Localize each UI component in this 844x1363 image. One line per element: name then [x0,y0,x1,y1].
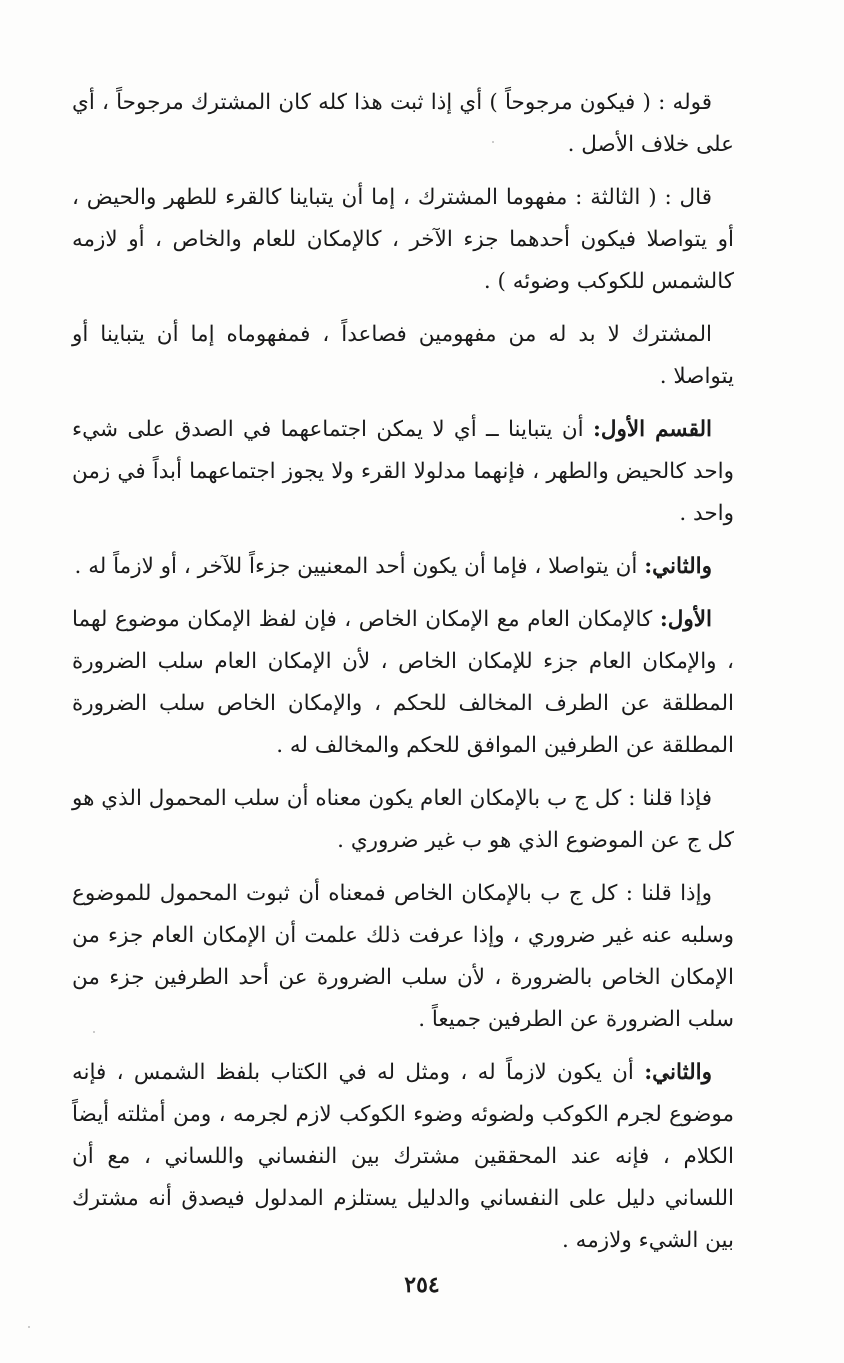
scan-speck [28,1326,30,1328]
paragraph-9-lead: والثاني: [644,1060,712,1085]
scan-speck [93,1031,95,1033]
paragraph-7 [72,778,734,862]
paragraph-1-text: قوله : ( فيكون مرجوحاً ) أي إذا ثبت هذا كله كان المشترك مرجوحاً ، أي على خلاف الأصل . [72,90,734,157]
paragraph-5 [72,546,734,588]
paragraph-5-lead: والثاني: [644,554,712,579]
paragraph-4-lead: القسم الأول: [592,417,712,442]
paragraph-4 [72,409,734,535]
paragraph-3-text: المشترك لا بد له من مفهومين فصاعداً ، فمفهوماه إما أن يتباينا أو يتواصلا . [72,322,734,389]
paragraph-1 [72,82,734,166]
page-number: ٢٥٤ [404,1272,440,1298]
paragraph-6-text: كالإمكان العام مع الإمكان الخاص ، فإن لفظ الإمكان موضوع لهما ، والإمكان العام جزء للإمكان الخاص ، لأن الإمكان العام سلب الضرورة المطلقة عن الطرف المخالف للحكم ، والإمكان الخاص سلب الضرورة المطلقة عن الطرفين الموافق للحكم والمخالف له . [72,607,734,758]
page-body [72,82,734,1273]
scan-speck [492,141,494,143]
paragraph-8 [72,873,734,1041]
paragraph-2 [72,177,734,303]
paragraph-6 [72,599,734,767]
paragraph-7-text: فإذا قلنا : كل ج ب بالإمكان العام يكون معناه أن سلب المحمول الذي هو كل ج عن الموضوع الذي هو ب غير ضروري . [72,786,734,853]
paragraph-8-text: وإذا قلنا : كل ج ب بالإمكان الخاص فمعناه أن ثبوت المحمول للموضوع وسلبه عنه غير ضروري ، وإذا عرفت ذلك علمت أن الإمكان العام جزء من الإمكان الخاص بالضرورة ، لأن سلب الضرورة عن أحد الطرفين جزء من سلب الضرورة عن الطرفين جميعاً . [72,881,734,1032]
paragraph-9-text: أن يكون لازماً له ، ومثل له في الكتاب بلفظ الشمس ، فإنه موضوع لجرم الكوكب ولضوئه وضوء الكوكب لازم لجرمه ، ومن أمثلته أيضاً الكلام ، فإنه عند المحققين مشترك بين النفساني واللساني ، مع أن اللساني دليل على النفساني والدليل يستلزم المدلول فيصدق أنه مشترك بين الشيء ولازمه . [72,1060,734,1253]
paragraph-4-text: أن يتباينا ــ أي لا يمكن اجتماعهما في الصدق على شيء واحد كالحيض والطهر ، فإنهما مدلولا القرء ولا يجوز اجتماعهما أبداً في زمن واحد . [72,417,734,526]
paragraph-5-text: أن يتواصلا ، فإما أن يكون أحد المعنيين جزءاً للآخر ، أو لازماً له . [74,554,645,579]
paragraph-3 [72,314,734,398]
paragraph-2-text: قال : ( الثالثة : مفهوما المشترك ، إما أن يتباينا كالقرء للطهر والحيض ، أو يتواصلا فيكون أحدهما جزء الآخر ، كالإمكان للعام والخاص ، أو لازمه كالشمس للكوكب وضوئه ) . [72,185,734,294]
paragraph-6-lead: الأول: [659,607,712,632]
paragraph-9 [72,1052,734,1262]
